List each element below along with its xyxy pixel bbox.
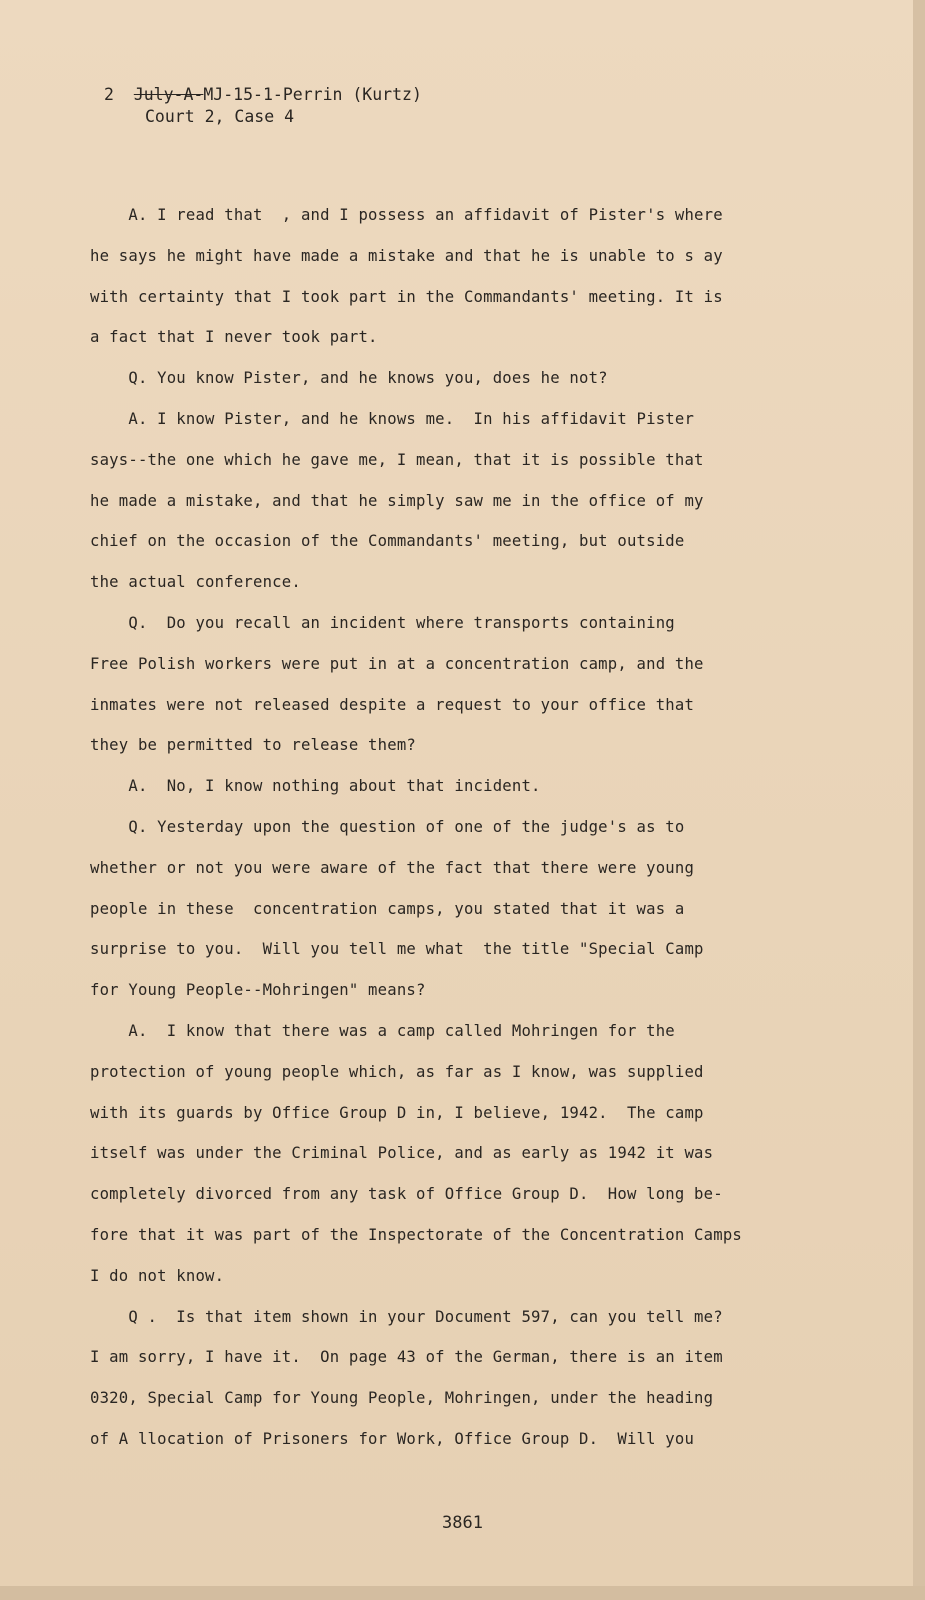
text-line: for Young People--Mohringen" means?	[90, 981, 426, 1000]
text-line: of A llocation of Prisoners for Work, Office Group D. Will you	[90, 1430, 695, 1448]
page-edge-right	[913, 0, 925, 1600]
page-edge-bottom	[0, 1586, 925, 1600]
document-header	[104, 84, 422, 128]
text-line: surprise to you. Will you tell me what the title "Special Camp	[90, 940, 704, 959]
text-line: A. I know Pister, and he knows me. In his affidavit Pister	[90, 410, 695, 428]
text-line: completely divorced from any task of Office Group D. How long be-	[90, 1185, 723, 1204]
header-ref-struck: July-A-	[133, 85, 204, 104]
text-line: I do not know.	[90, 1266, 225, 1285]
header-page-no: 2	[104, 85, 114, 104]
text-line: says--the one which he gave me, I mean, that it is possible that	[90, 450, 704, 469]
text-line: he says he might have made a mistake and that he is unable to s ay	[90, 246, 723, 265]
text-line: I am sorry, I have it. On page 43 of the German, there is an item	[90, 1348, 723, 1367]
text-line: whether or not you were aware of the fact that there were young	[90, 858, 695, 877]
text-line: A. I know that there was a camp called Mohringen for the	[90, 1022, 675, 1040]
text-line: 0320, Special Camp for Young People, Mohringen, under the heading	[90, 1389, 714, 1408]
text-line: chief on the occasion of the Commandants' meeting, but outside	[90, 532, 685, 551]
header-ref: MJ-15-1-Perrin (Kurtz)	[203, 85, 422, 104]
text-line: A. No, I know nothing about that incident.	[90, 777, 541, 796]
text-line: Q. Do you recall an incident where transports containing	[90, 614, 675, 632]
text-line: protection of young people which, as far as I know, was supplied	[90, 1062, 704, 1081]
header-court: Court 2, Case 4	[145, 107, 295, 126]
text-line: the actual conference.	[90, 573, 301, 592]
text-line: Q. You know Pister, and he knows you, does he not?	[90, 369, 608, 388]
text-line: a fact that I never took part.	[90, 328, 378, 347]
text-line: itself was under the Criminal Police, and as early as 1942 it was	[90, 1144, 714, 1163]
text-line: he made a mistake, and that he simply saw me in the office of my	[90, 491, 704, 510]
text-line: Free Polish workers were put in at a concentration camp, and the	[90, 654, 704, 673]
text-line: people in these concentration camps, you stated that it was a	[90, 899, 685, 918]
text-line: with certainty that I took part in the Commandants' meeting. It is	[90, 287, 723, 306]
text-line: Q. Yesterday upon the question of one of the judge's as to	[90, 818, 685, 836]
page-number: 3861	[442, 1513, 483, 1533]
text-line: Q . Is that item shown in your Document 597, can you tell me?	[90, 1307, 723, 1326]
text-line: A. I read that , and I possess an affidavit of Pister's where	[90, 206, 723, 224]
text-line: with its guards by Office Group D in, I believe, 1942. The camp	[90, 1103, 704, 1122]
text-line: fore that it was part of the Inspectorate of the Concentration Camps	[90, 1226, 742, 1244]
text-line: they be permitted to release them?	[90, 736, 416, 755]
text-line: inmates were not released despite a request to your office that	[90, 695, 695, 714]
